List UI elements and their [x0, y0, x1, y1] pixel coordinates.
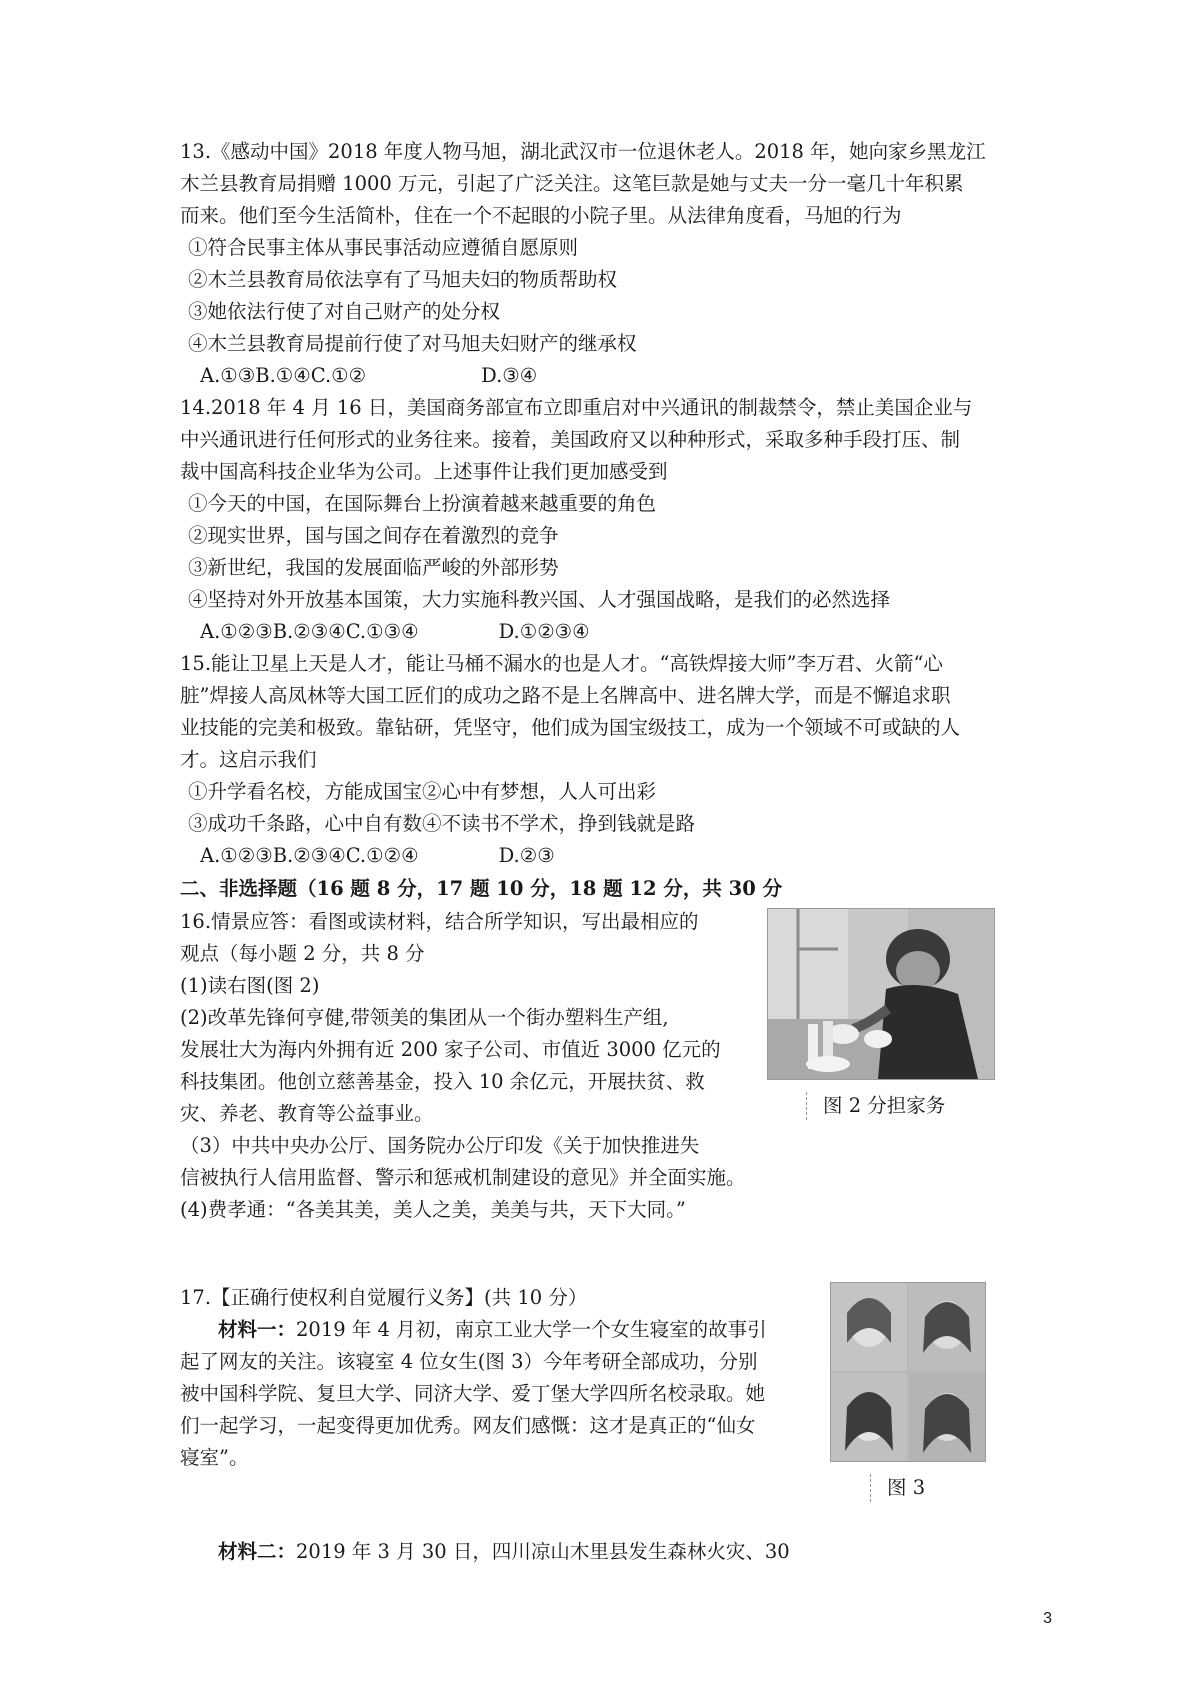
- q16-line-1: 16.情景应答：看图或读材料，结合所学知识，写出最相应的: [180, 910, 699, 933]
- q16-line-2: 观点（每小题 2 分，共 8 分: [180, 942, 425, 965]
- q13-stem-line-1: 13.《感动中国》2018 年度人物马旭，湖北武汉市一位退休老人。2018 年，她向家乡黑龙江: [180, 140, 986, 163]
- q17-title: 17.【正确行使权利自觉履行义务】(共 10 分）: [180, 1286, 588, 1309]
- q14-option-3: ③新世纪，我国的发展面临严峻的外部形势: [188, 556, 559, 579]
- q15-answers: [200, 840, 555, 872]
- dormitory-portraits-illustration: [831, 1283, 985, 1461]
- q17-material-1-label: 材料一：: [218, 1318, 297, 1341]
- q13-stem-line-3: 而来。他们至今生活简朴，住在一个不起眼的小院子里。从法律角度看，马旭的行为: [180, 204, 902, 227]
- q15-stem-line-4: 才。这启示我们: [180, 748, 317, 771]
- q13-option-3: ③她依法行使了对自己财产的处分权: [188, 300, 501, 323]
- q17-material-1-line-5: 寝室”。: [180, 1446, 249, 1469]
- q17-material-1-line-2: 起了网友的关注。该寝室 4 位女生(图 3）今年考研全部成功，分别: [180, 1350, 758, 1373]
- q16-line-7: 灾、养老、教育等公益事业。: [180, 1102, 434, 1125]
- housework-photo-illustration: [768, 909, 994, 1079]
- q15-option-2: ③成功千条路，心中自有数④不读书不学术，挣到钱就是路: [188, 812, 696, 835]
- figure-3-caption: 图 3: [870, 1474, 925, 1502]
- figure-3-photo: [830, 1282, 986, 1462]
- q14-stem-line-2: 中兴通讯进行任何形式的业务往来。接着，美国政府又以种种形式，采取多种手段打压、制: [180, 428, 961, 451]
- q15-answers-abc: A.①②③B.②③④C.①②④: [200, 844, 419, 867]
- figure-2-photo: [767, 908, 995, 1080]
- q13-answer-d: D.③④: [481, 364, 538, 387]
- q14-option-4: ④坚持对外开放基本国策，大力实施科教兴国、人才强国战略，是我们的必然选择: [188, 588, 891, 611]
- q16-line-3: (1)读右图(图 2): [180, 974, 320, 997]
- q14-option-2: ②现实世界，国与国之间存在着激烈的竞争: [188, 524, 559, 547]
- q14-answer-d: D.①②③④: [498, 620, 590, 643]
- q17-material-2-text: 2019 年 3 月 30 日，四川凉山木里县发生森林火灾、30: [296, 1540, 790, 1563]
- q15-option-1: ①升学看名校，方能成国宝②心中有梦想，人人可出彩: [188, 780, 657, 803]
- q17-material-1-line-1: [218, 1314, 767, 1346]
- section-2-heading: 二、非选择题（16 题 8 分，17 题 10 分，18 题 12 分，共 30 分: [180, 877, 783, 900]
- q15-stem-line-3: 业技能的完美和极致。靠钻研，凭坚守，他们成为国宝级技工，成为一个领域不可或缺的人: [180, 716, 961, 739]
- q17-material-1-text-1: 2019 年 4 月初，南京工业大学一个女生寝室的故事引: [296, 1318, 767, 1341]
- q16-line-5: 发展壮大为海内外拥有近 200 家子公司、市值近 3000 亿元的: [180, 1038, 721, 1061]
- q17-material-2-label: 材料二：: [218, 1540, 297, 1563]
- q16-line-10: (4)费孝通：“各美其美，美人之美，美美与共，天下大同。”: [180, 1198, 686, 1221]
- q16-line-9: 信被执行人信用监督、警示和惩戒机制建设的意见》并全面实施。: [180, 1166, 746, 1189]
- q16-line-4: (2)改革先锋何亨健,带领美的集团从一个街办塑料生产组,: [180, 1006, 669, 1029]
- q17-material-2-line-1: [218, 1536, 790, 1568]
- q13-option-4: ④木兰县教育局提前行使了对马旭夫妇财产的继承权: [188, 332, 637, 355]
- q15-stem-line-2: 脏”焊接人高凤林等大国工匠们的成功之路不是上名牌高中、进名牌大学，而是不懈追求职: [180, 684, 951, 707]
- figure-2-caption: 图 2 分担家务: [806, 1092, 945, 1120]
- q17-material-1-line-3: 被中国科学院、复旦大学、同济大学、爱丁堡大学四所名校录取。她: [180, 1382, 766, 1405]
- q14-stem-line-3: 裁中国高科技企业华为公司。上述事件让我们更加感受到: [180, 460, 668, 483]
- q14-answers-abc: A.①②③B.②③④C.①③④: [200, 620, 419, 643]
- q13-option-1: ①符合民事主体从事民事活动应遵循自愿原则: [188, 236, 579, 259]
- page-number: 3: [1043, 1610, 1052, 1627]
- q15-answer-d: D.②③: [498, 844, 555, 867]
- q14-answers: [200, 616, 590, 648]
- q14-stem-line-1: 14.2018 年 4 月 16 日，美国商务部宣布立即重启对中兴通讯的制裁禁令，禁止美国企业与: [180, 396, 973, 419]
- q14-option-1: ①今天的中国，在国际舞台上扮演着越来越重要的角色: [188, 492, 657, 515]
- q15-stem-line-1: 15.能让卫星上天是人才，能让马桶不漏水的也是人才。“高铁焊接大师”李万君、火箭“心: [180, 652, 943, 675]
- q13-answers-abc: A.①③B.①④C.①②: [200, 364, 367, 387]
- q17-material-1-line-4: 们一起学习，一起变得更加优秀。网友们感慨：这才是真正的“仙女: [180, 1414, 756, 1437]
- q16-line-8: （3）中共中央办公厅、国务院办公厅印发《关于加快推进失: [180, 1134, 700, 1157]
- q13-stem-line-2: 木兰县教育局捐赠 1000 万元，引起了广泛关注。这笔巨款是她与丈夫一分一毫几十年积累: [180, 172, 964, 195]
- q13-answers: [200, 360, 537, 392]
- q13-option-2: ②木兰县教育局依法享有了马旭夫妇的物质帮助权: [188, 268, 618, 291]
- q16-line-6: 科技集团。他创立慈善基金，投入 10 余亿元，开展扶贫、救: [180, 1070, 705, 1093]
